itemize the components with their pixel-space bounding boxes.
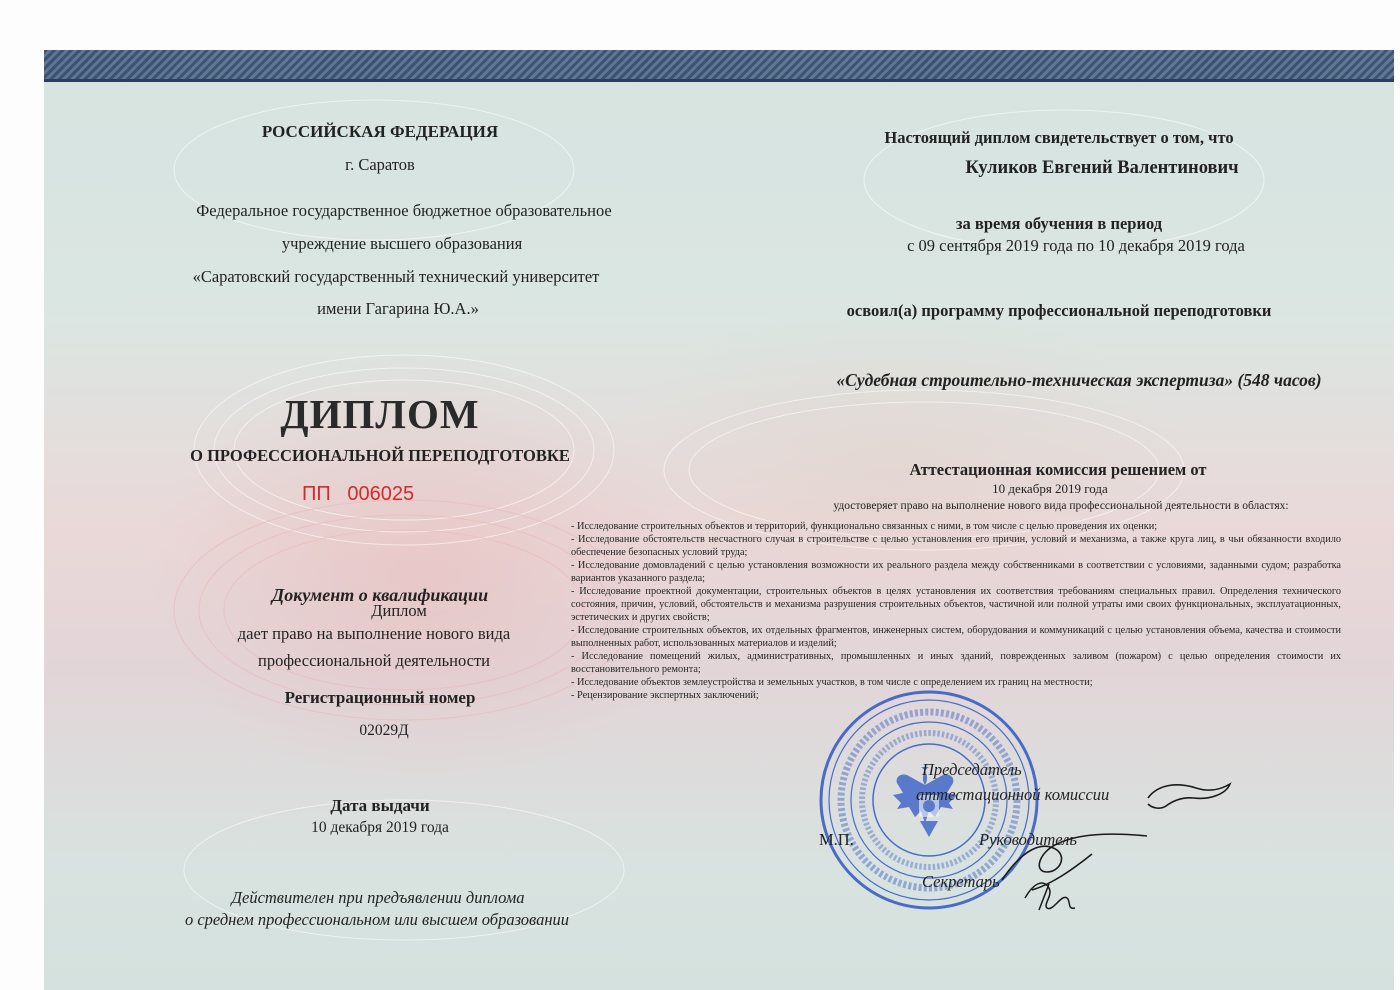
activity-areas-list <box>571 520 1341 702</box>
city: г. Саратов <box>345 155 415 174</box>
institution-line-1: Федеральное государственное бюджетное образовательное <box>196 201 612 220</box>
list-item: - Рецензирование экспертных заключений; <box>571 690 759 701</box>
list-item: - Исследование проектной документации, строительных объектов в целях установления их соответствия требованиям специальных правил. Определения технического состояния, причин, условий, обстоятельств и механизма разрушения строительных объектов, частичной или полной утраты ими своих функциональных, эксплуатационных, эстетических и других свойств; <box>571 586 1341 623</box>
diploma-document <box>44 50 1394 990</box>
list-item: - Исследование помещений жилых, административных, промышленных и иных зданий, поврежденных заливом (пожаром) с целью определения стоимости их восстановительного ремонта; <box>571 651 1341 675</box>
document-subtitle: О ПРОФЕССИОНАЛЬНОЙ ПЕРЕПОДГОТОВКЕ <box>190 446 570 465</box>
registration-label: Регистрационный номер <box>284 688 476 707</box>
mastered-text: освоил(а) программу профессиональной переподготовки <box>846 301 1272 320</box>
secretary-signature-icon <box>1019 868 1089 918</box>
series-number <box>302 483 414 506</box>
validity-line-2: о среднем профессиональном или высшем образовании <box>184 910 570 929</box>
qualification-type: Диплом <box>371 601 427 620</box>
chair-title-2: аттестационной комиссии <box>916 785 1110 804</box>
commission-heading: Аттестационная комиссия решением от <box>909 460 1207 479</box>
top-security-band <box>44 50 1394 82</box>
list-item: - Исследование строительных объектов, их отдельных фрагментов, инженерных систем, оборудования и коммуникаций с целью установления объема, качества и стоимости выполненных работ, использованных материалов и изделий; <box>571 625 1341 649</box>
document-title: ДИПЛОМ <box>280 391 480 437</box>
holder-name: Куликов Евгений Валентинович <box>965 158 1239 178</box>
rights-text: удостоверяет право на выполнение нового вида профессиональной деятельности в областях: <box>833 500 1289 512</box>
list-item: - Исследование обстоятельств несчастного случая в строительстве с целью установления его причин, условий и механизма, а также круга лиц, в чьи обязанности входило обеспечение безопасных условий труда; <box>571 534 1341 558</box>
institution-line-4: имени Гагарина Ю.А.» <box>317 299 479 318</box>
registration-number: 02029Д <box>359 722 409 739</box>
series: ПП <box>302 483 331 505</box>
secretary-title: Секретарь <box>922 872 1000 891</box>
institution-line-2: учреждение высшего образования <box>281 234 523 253</box>
program-name: «Судебная строительно-техническая экспертиза» (548 часов) <box>836 370 1322 390</box>
qualification-text-1: дает право на выполнение нового вида <box>237 624 511 643</box>
commission-date: 10 декабря 2019 года <box>992 481 1108 496</box>
country-name: РОССИЙСКАЯ ФЕДЕРАЦИЯ <box>261 122 499 141</box>
chair-signature-icon <box>1144 778 1234 814</box>
study-period: с 09 сентября 2019 года по 10 декабря 2019 года <box>907 236 1245 255</box>
issue-date: 10 декабря 2019 года <box>311 819 449 836</box>
period-label: за время обучения в период <box>955 214 1163 233</box>
issue-date-label: Дата выдачи <box>330 796 430 815</box>
list-item: - Исследование объектов землеустройства и земельных участков, в том числе с определением их границ на местности; <box>571 677 1093 688</box>
qualification-text-2: профессиональной деятельности <box>257 651 491 670</box>
validity-line-1: Действителен при предъявлении диплома <box>231 888 525 907</box>
list-item: - Исследование строительных объектов и территорий, функционально связанных с ними, в том числе с целью проведения их оценки; <box>571 521 1158 532</box>
certifies-text: Настоящий диплом свидетельствует о том, что <box>884 128 1234 147</box>
head-title: Руководитель <box>979 830 1077 849</box>
serial-number: 006025 <box>347 483 415 505</box>
qualification-heading: Документ о квалификации <box>271 585 489 605</box>
seal-place: М.П. <box>819 830 854 849</box>
list-item: - Исследование домовладений с целью установления возможности их реального раздела между собственниками в соответствии с условиями, заданными судом; разработка вариантов указанного раздела; <box>571 560 1341 584</box>
chair-title-1: Председатель <box>922 760 1022 779</box>
institution-line-3: «Саратовский государственный технический университет <box>192 267 600 286</box>
